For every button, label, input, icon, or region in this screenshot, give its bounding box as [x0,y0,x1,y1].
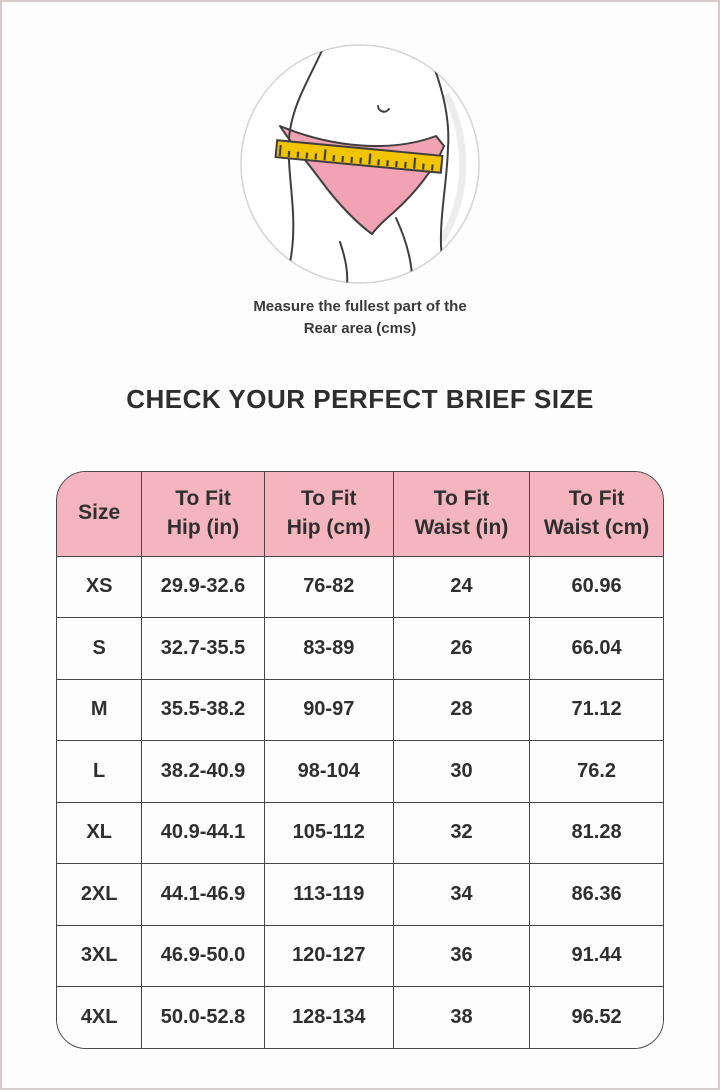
waist-cm-cell: 66.04 [530,618,663,680]
waist-cm-cell: 96.52 [530,987,663,1048]
hip-cm-cell: 120-127 [264,925,393,987]
waist-in-cell: 36 [393,925,529,987]
table-row-xs [57,556,663,618]
waist-in-cell: 26 [393,618,529,680]
col-header-hip-in: To Fit Hip (in) [142,472,264,557]
waist-in-cell: 30 [393,741,529,803]
table-row-xl [57,802,663,864]
hip-cm-cell: 76-82 [264,556,393,618]
hip-in-cell: 32.7-35.5 [142,618,264,680]
waist-cm-cell: 76.2 [530,741,663,803]
col-header-hip-cm: To Fit Hip (cm) [264,472,393,557]
hip-cm-cell: 98-104 [264,741,393,803]
hip-in-cell: 29.9-32.6 [142,556,264,618]
col-header-waist-cm: To Fit Waist (cm) [530,472,663,557]
hip-in-cell: 46.9-50.0 [142,925,264,987]
hip-in-cell: 44.1-46.9 [142,864,264,926]
table-row-3xl [57,925,663,987]
size-cell: S [57,618,142,680]
waist-cm-cell: 86.36 [530,864,663,926]
size-cell: 2XL [57,864,142,926]
size-cell: M [57,679,142,741]
waist-cm-cell: 71.12 [530,679,663,741]
table-row-2xl [57,864,663,926]
size-cell: XL [57,802,142,864]
page-title: CHECK YOUR PERFECT BRIEF SIZE [126,383,594,414]
waist-cm-cell: 81.28 [530,802,663,864]
waist-in-cell: 28 [393,679,529,741]
size-cell: 4XL [57,987,142,1048]
hip-cm-cell: 128-134 [264,987,393,1048]
size-chart-table [57,472,663,1048]
waist-in-cell: 32 [393,802,529,864]
caption-line-2: Rear area (cms) [303,319,417,337]
caption-line-1: Measure the fullest part of the [253,298,467,315]
hip-measurement-figure-svg [238,42,482,286]
waist-in-cell: 34 [393,864,529,926]
size-cell: 3XL [57,925,142,987]
hip-cm-cell: 105-112 [264,802,393,864]
col-header-waist-in: To Fit Waist (in) [393,472,529,557]
illustration-caption [2,296,718,340]
header-row [57,472,663,557]
hip-in-cell: 50.0-52.8 [142,987,264,1048]
table-row-m [57,679,663,741]
hip-cm-cell: 113-119 [264,864,393,926]
waist-in-cell: 38 [393,987,529,1048]
hip-in-cell: 38.2-40.9 [142,741,264,803]
waist-cm-cell: 91.44 [530,925,663,987]
hip-cm-cell: 83-89 [264,618,393,680]
size-chart-table-container [56,471,664,1049]
col-header-size: Size [57,472,142,557]
hip-in-cell: 40.9-44.1 [142,802,264,864]
hip-in-cell: 35.5-38.2 [142,679,264,741]
size-cell: L [57,741,142,803]
size-cell: XS [57,556,142,618]
waist-cm-cell: 60.96 [530,556,663,618]
hip-cm-cell: 90-97 [264,679,393,741]
table-row-l [57,741,663,803]
table-row-4xl [57,987,663,1048]
waist-in-cell: 24 [393,556,529,618]
table-row-s [57,618,663,680]
hip-measurement-illustration [238,42,482,286]
